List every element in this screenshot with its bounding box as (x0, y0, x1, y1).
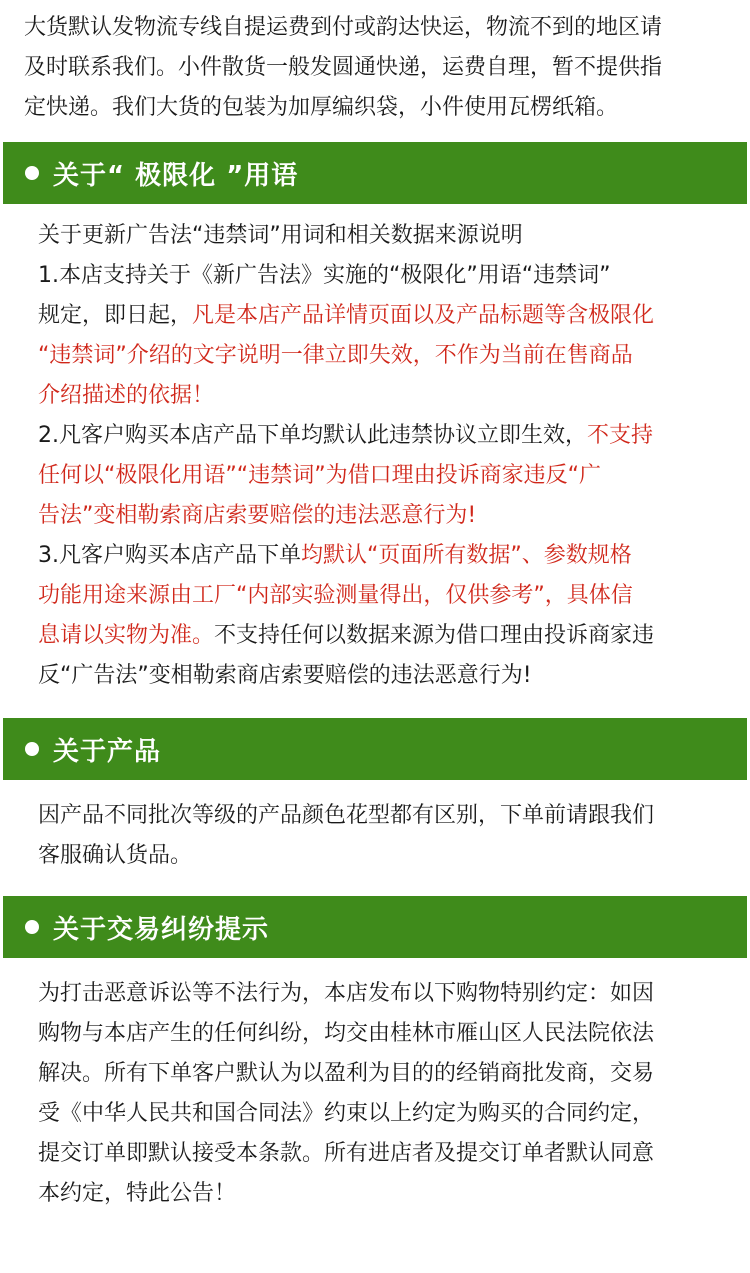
dispute-line: 为打击恶意诉讼等不法行为，本店发布以下购物特别约定：如因 (38, 981, 655, 1006)
dispute-line: 受《中华人民共和国合同法》约束以上约定为购买的合同约定， (38, 1101, 655, 1126)
terms-heading: 关于更新广告法“违禁词”用词和相关数据来源说明 (38, 223, 523, 248)
terms-p2-line: 任何以“极限化用语”“违禁词”为借口理由投诉商家违反“广 (38, 463, 601, 488)
terms-p3-line (38, 536, 750, 576)
shipping-intro (0, 8, 750, 128)
terms-p3-line: 功能用途来源由工厂“内部实验测量得出，仅供参考”，具体信 (38, 583, 633, 608)
dispute-line: 解决。所有下单客户默认为以盈利为目的的经销商批发商，交易 (38, 1061, 655, 1086)
terms-p1-line (38, 296, 750, 336)
intro-line: 大货默认发物流专线自提运费到付或韵达快运，物流不到的地区请 (24, 15, 663, 40)
section-title: 关于产品 (53, 736, 162, 767)
terms-p3-line: 反“广告法”变相勒索商店索要赔偿的违法恶意行为! (38, 663, 532, 688)
product-line: 因产品不同批次等级的产品颜色花型都有区别，下单前请跟我们 (38, 803, 655, 828)
intro-line: 及时联系我们。小件散货一般发圆通快递，运费自理，暂不提供指 (24, 55, 663, 80)
terms-p1-line: 介绍描述的依据！ (38, 383, 215, 408)
text-normal: 不支持任何以数据来源为借口理由投诉商家违 (214, 623, 655, 648)
terms-p3-line (38, 616, 750, 656)
section-banner-terms (3, 142, 747, 204)
dispute-line: 购物与本店产生的任何纠纷，均交由桂林市雁山区人民法院依法 (38, 1021, 655, 1046)
product-line: 客服确认货品。 (38, 843, 193, 868)
terms-p2-line (38, 416, 750, 456)
bullet-dot-icon (25, 742, 39, 756)
dispute-line: 本约定，特此公告！ (38, 1181, 237, 1206)
section-title: 关于“ 极限化 ”用语 (53, 160, 299, 191)
text-warning: 不支持 (587, 423, 654, 448)
text-normal: 2.凡客户购买本店产品下单均默认此违禁协议立即生效， (38, 423, 587, 448)
text-warning: 凡是本店产品详情页面以及产品标题等含极限化 (192, 303, 655, 328)
terms-p1-line: “违禁词”介绍的文字说明一律立即失效，不作为当前在售商品 (38, 343, 633, 368)
section-title: 关于交易纠纷提示 (53, 914, 270, 945)
dispute-line: 提交订单即默认接受本条款。所有进店者及提交订单者默认同意 (38, 1141, 655, 1166)
dispute-body (0, 974, 750, 1214)
product-body (0, 796, 750, 876)
text-warning: 均默认“页面所有数据”、参数规格 (301, 543, 632, 568)
bullet-dot-icon (25, 920, 39, 934)
intro-line: 定快递。我们大货的包装为加厚编织袋，小件使用瓦楞纸箱。 (24, 95, 619, 120)
text-warning: 息请以实物为准。 (38, 623, 215, 648)
section-banner-dispute (3, 896, 747, 958)
text-normal: 3.凡客户购买本店产品下单 (38, 543, 301, 568)
section-banner-product (3, 718, 747, 780)
terms-p2-line: 告法”变相勒索商店索要赔偿的违法恶意行为! (38, 503, 477, 528)
terms-p1-line: 1.本店支持关于《新广告法》实施的“极限化”用语“违禁词” (38, 263, 611, 288)
text-normal: 规定，即日起， (38, 303, 193, 328)
terms-body (0, 216, 750, 696)
bullet-dot-icon (25, 166, 39, 180)
